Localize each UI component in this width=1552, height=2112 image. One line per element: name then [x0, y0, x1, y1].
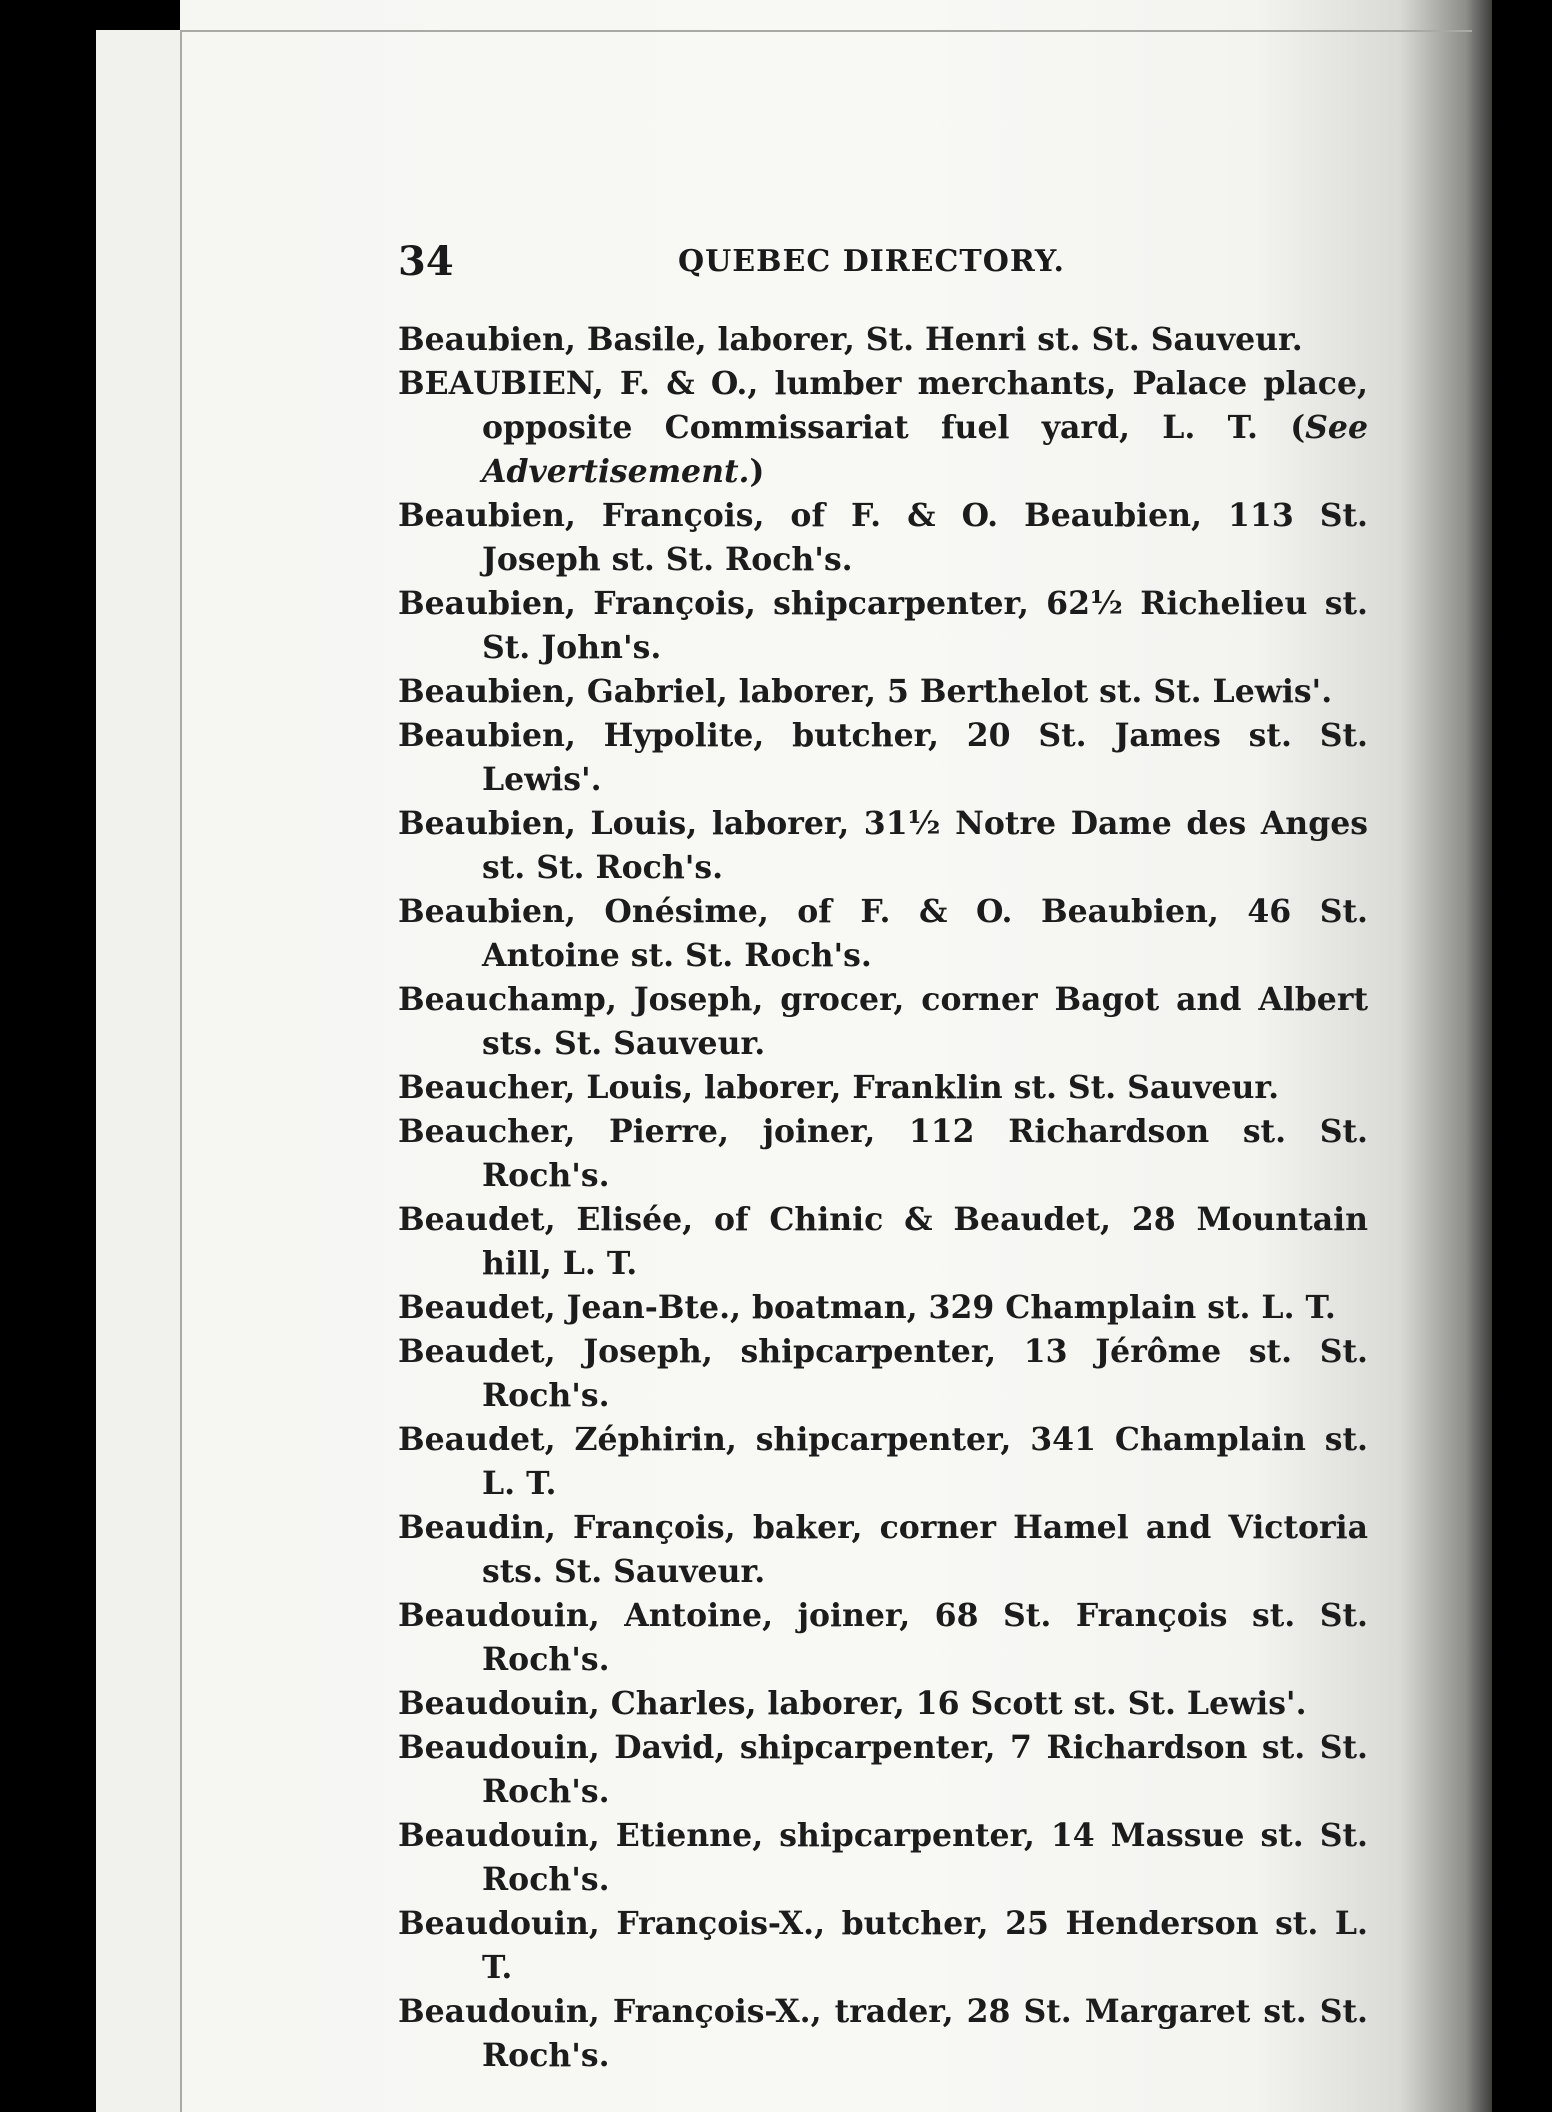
entry-text: Beaudouin, François-X., butcher, 25 Henderson st. L. T.: [398, 1905, 1368, 1986]
directory-entry: [398, 802, 1368, 890]
directory-entry: [398, 1066, 1368, 1110]
entry-text: BEAUBIEN, F. & O., lumber merchants, Palace place, opposite Commissariat fuel yard, L. T. (: [398, 365, 1368, 446]
directory-entry: [398, 1990, 1368, 2078]
directory-entry: [398, 362, 1368, 494]
entry-text: Beaubien, Gabriel, laborer, 5 Berthelot st. St. Lewis'.: [398, 673, 1333, 710]
directory-entries: [398, 318, 1368, 2078]
directory-entry: [398, 582, 1368, 670]
entry-text: Beaudet, Jean-Bte., boatman, 329 Champlain st. L. T.: [398, 1289, 1336, 1326]
entry-text: Beauchamp, Joseph, grocer, corner Bagot and Albert sts. St. Sauveur.: [398, 981, 1368, 1062]
directory-entry: [398, 1682, 1368, 1726]
entry-text: Beaudouin, Etienne, shipcarpenter, 14 Massue st. St. Roch's.: [398, 1817, 1368, 1898]
entry-text: Beaubien, Louis, laborer, 31½ Notre Dame des Anges st. St. Roch's.: [398, 805, 1368, 886]
entry-text: Beaucher, Louis, laborer, Franklin st. St. Sauveur.: [398, 1069, 1280, 1106]
entry-text: Beaudet, Joseph, shipcarpenter, 13 Jérôme st. St. Roch's.: [398, 1333, 1368, 1414]
entry-text: Beaudet, Zéphirin, shipcarpenter, 341 Champlain st. L. T.: [398, 1421, 1368, 1502]
directory-entry: [398, 1814, 1368, 1902]
directory-entry: [398, 978, 1368, 1066]
directory-entry: [398, 1418, 1368, 1506]
entry-text: Beaudouin, Charles, laborer, 16 Scott st. St. Lewis'.: [398, 1685, 1307, 1722]
entry-text: Beaudouin, Antoine, joiner, 68 St. François st. St. Roch's.: [398, 1597, 1368, 1678]
directory-entry: [398, 494, 1368, 582]
entry-text: Beaucher, Pierre, joiner, 112 Richardson st. St. Roch's.: [398, 1113, 1368, 1194]
directory-entry: [398, 1726, 1368, 1814]
entry-text: Beaubien, Basile, laborer, St. Henri st. St. Sauveur.: [398, 321, 1303, 358]
directory-entry: [398, 1286, 1368, 1330]
directory-entry: [398, 1902, 1368, 1990]
entry-text: Beaubien, Hypolite, butcher, 20 St. James st. St. Lewis'.: [398, 717, 1368, 798]
entry-italic-note: See Advertisement.: [482, 409, 1368, 490]
directory-entry: [398, 714, 1368, 802]
directory-entry: [398, 890, 1368, 978]
running-title: QUEBEC DIRECTORY.: [678, 244, 1065, 279]
directory-entry: [398, 1594, 1368, 1682]
entry-text: Beaubien, Onésime, of F. & O. Beaubien, 46 St. Antoine st. St. Roch's.: [398, 893, 1368, 974]
directory-page: [180, 0, 1492, 2112]
directory-entry: [398, 318, 1368, 362]
page-number: 34: [398, 238, 454, 285]
directory-entry: [398, 1198, 1368, 1286]
entry-text: Beaudouin, David, shipcarpenter, 7 Richardson st. St. Roch's.: [398, 1729, 1368, 1810]
entry-text-tail: ): [749, 453, 765, 490]
entry-text: Beaudouin, François-X., trader, 28 St. Margaret st. St. Roch's.: [398, 1993, 1368, 2074]
entry-text: Beaudet, Elisée, of Chinic & Beaudet, 28 Mountain hill, L. T.: [398, 1201, 1368, 1282]
entry-text: Beaubien, François, of F. & O. Beaubien, 113 St. Joseph st. St. Roch's.: [398, 497, 1368, 578]
entry-text: Beaudin, François, baker, corner Hamel and Victoria sts. St. Sauveur.: [398, 1509, 1368, 1590]
directory-entry: [398, 670, 1368, 714]
page-header: [398, 238, 1278, 298]
directory-entry: [398, 1330, 1368, 1418]
entry-text: Beaubien, François, shipcarpenter, 62½ Richelieu st. St. John's.: [398, 585, 1368, 666]
directory-entry: [398, 1506, 1368, 1594]
directory-entry: [398, 1110, 1368, 1198]
